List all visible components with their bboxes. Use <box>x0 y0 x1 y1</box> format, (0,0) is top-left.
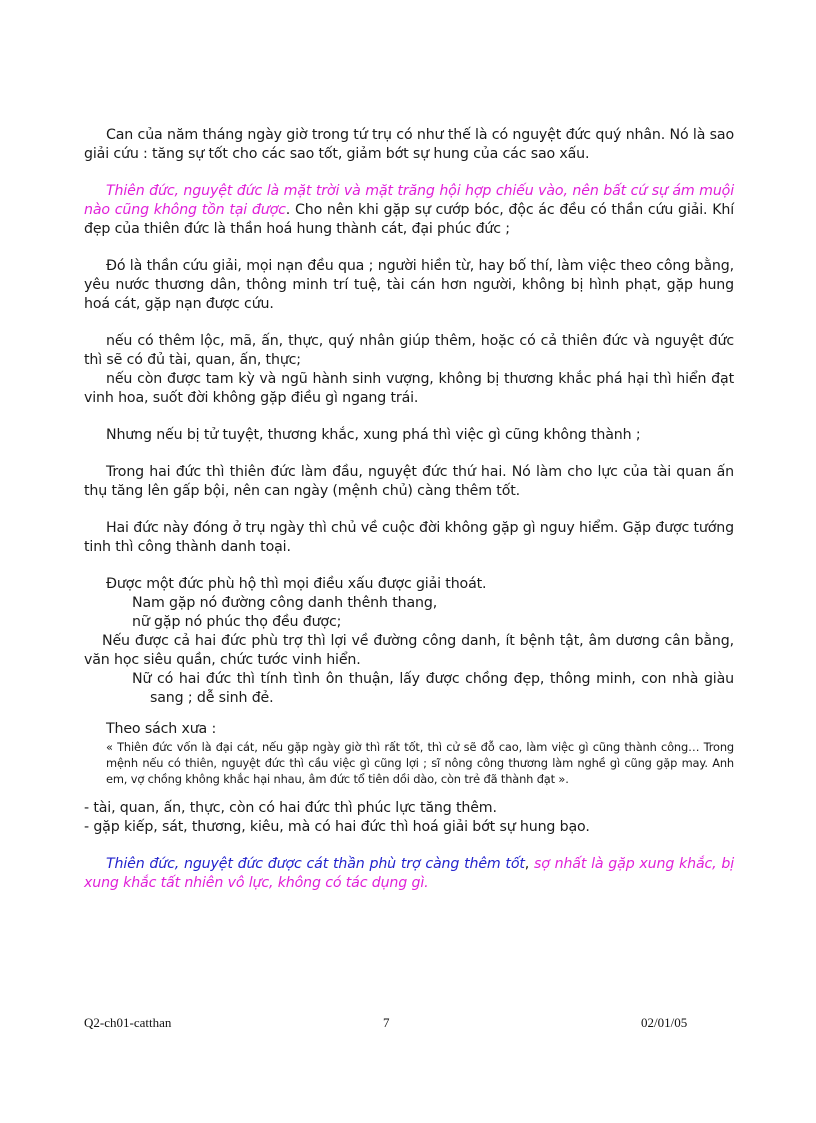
paragraph-5: Nhưng nếu bị tử tuyệt, thương khắc, xung phá thì việc gì cũng không thành ; <box>106 427 641 443</box>
footer-page-number: 7 <box>383 1015 390 1030</box>
paragraph-9: Nếu được cả hai đức phù trợ thì lợi về đường công danh, ít bệnh tật, âm dương cân bằng, văn học siêu quần, chức tước vinh hiển. <box>84 633 734 668</box>
quote-heading: Theo sách xưa : <box>106 721 217 737</box>
paragraph-6: Trong hai đức thì thiên đức làm đầu, nguyệt đức thứ hai. Nó làm cho lực của tài quan ấn thụ tăng lên gấp bội, nên can ngày (mệnh chủ) càng thêm tốt. <box>84 464 734 499</box>
document-body <box>84 126 734 893</box>
paragraph-4b: nếu còn được tam kỳ và ngũ hành sinh vượng, không bị thương khắc phá hại thì hiển đạt vinh hoa, suốt đời không gặp điều gì ngang trái. <box>84 371 734 406</box>
final-comma: , <box>524 856 534 872</box>
paragraph-8-male: Nam gặp nó đường công danh thênh thang, <box>132 595 438 611</box>
paragraph-2 <box>84 182 734 239</box>
paragraph-9-female: Nữ có hai đức thì tính tình ôn thuận, lấy được chồng đẹp, thông minh, con nhà giàu sang ; dễ sinh đẻ. <box>132 671 734 706</box>
paragraph-2-rest: . Cho nên khi gặp sự cướp bóc, độc ác đều có thần cứu giải. Khí đẹp của thiên đức là thần hoá hung thành cát, đại phúc đức ; <box>84 202 734 237</box>
paragraph-2-highlight: Thiên đức, nguyệt đức là mặt trời và mặt trăng hội hợp chiếu vào, nên bất cứ sự ám muội nào cũng không tồn tại được <box>84 183 734 218</box>
bullet-1: - tài, quan, ấn, thực, còn có hai đức thì phúc lực tăng thêm. <box>84 800 497 816</box>
footer-date: 02/01/05 <box>641 1015 688 1030</box>
paragraph-8-female: nữ gặp nó phúc thọ đều được; <box>132 614 342 630</box>
final-paragraph <box>84 855 734 893</box>
footer-filename: Q2-ch01-catthan <box>84 1015 172 1030</box>
quote-text: « Thiên đức vốn là đại cát, nếu gặp ngày giờ thì rất tốt, thì cử sẽ đỗ cao, làm việc gì cũng thành công… Trong mệnh nếu có thiên, nguyệt đức thì cầu việc gì cũng lợi ; sĩ nông công thương làm nghề gì cũng gặp may. Anh em, vợ chồng không khắc hại nhau, âm đức tổ tiên dồi dào, còn trẻ đã thành đạt ». <box>106 740 734 786</box>
paragraph-1: Can của năm tháng ngày giờ trong tứ trụ có như thế là có nguyệt đức quý nhân. Nó là sao giải cứu : tăng sự tốt cho các sao tốt, giảm bớt sự hung của các sao xấu. <box>84 127 734 162</box>
final-blue-text: Thiên đức, nguyệt đức được cát thần phù trợ càng thêm tốt <box>106 856 525 872</box>
paragraph-8: Được một đức phù hộ thì mọi điều xấu được giải thoát. <box>106 576 487 592</box>
paragraph-7: Hai đức này đóng ở trụ ngày thì chủ về cuộc đời không gặp gì nguy hiểm. Gặp được tướng tinh thì công thành danh toại. <box>84 520 734 555</box>
bullet-2: - gặp kiếp, sát, thương, kiêu, mà có hai đức thì hoá giải bớt sự hung bạo. <box>84 819 590 835</box>
paragraph-4a: nếu có thêm lộc, mã, ấn, thực, quý nhân giúp thêm, hoặc có cả thiên đức và nguyệt đức thì sẽ có đủ tài, quan, ấn, thực; <box>84 333 734 368</box>
final-magenta-text: sợ nhất là gặp xung khắc, bị xung khắc tất nhiên vô lực, không có tác dụng gì. <box>84 856 734 891</box>
paragraph-3: Đó là thần cứu giải, mọi nạn đều qua ; người hiền từ, hay bố thí, làm việc theo công bằng, yêu nước thương dân, thông minh trí tuệ, tài cán hơn người, không bị hình phạt, gặp hung hoá cát, gặp nạn được cứu. <box>84 258 734 312</box>
